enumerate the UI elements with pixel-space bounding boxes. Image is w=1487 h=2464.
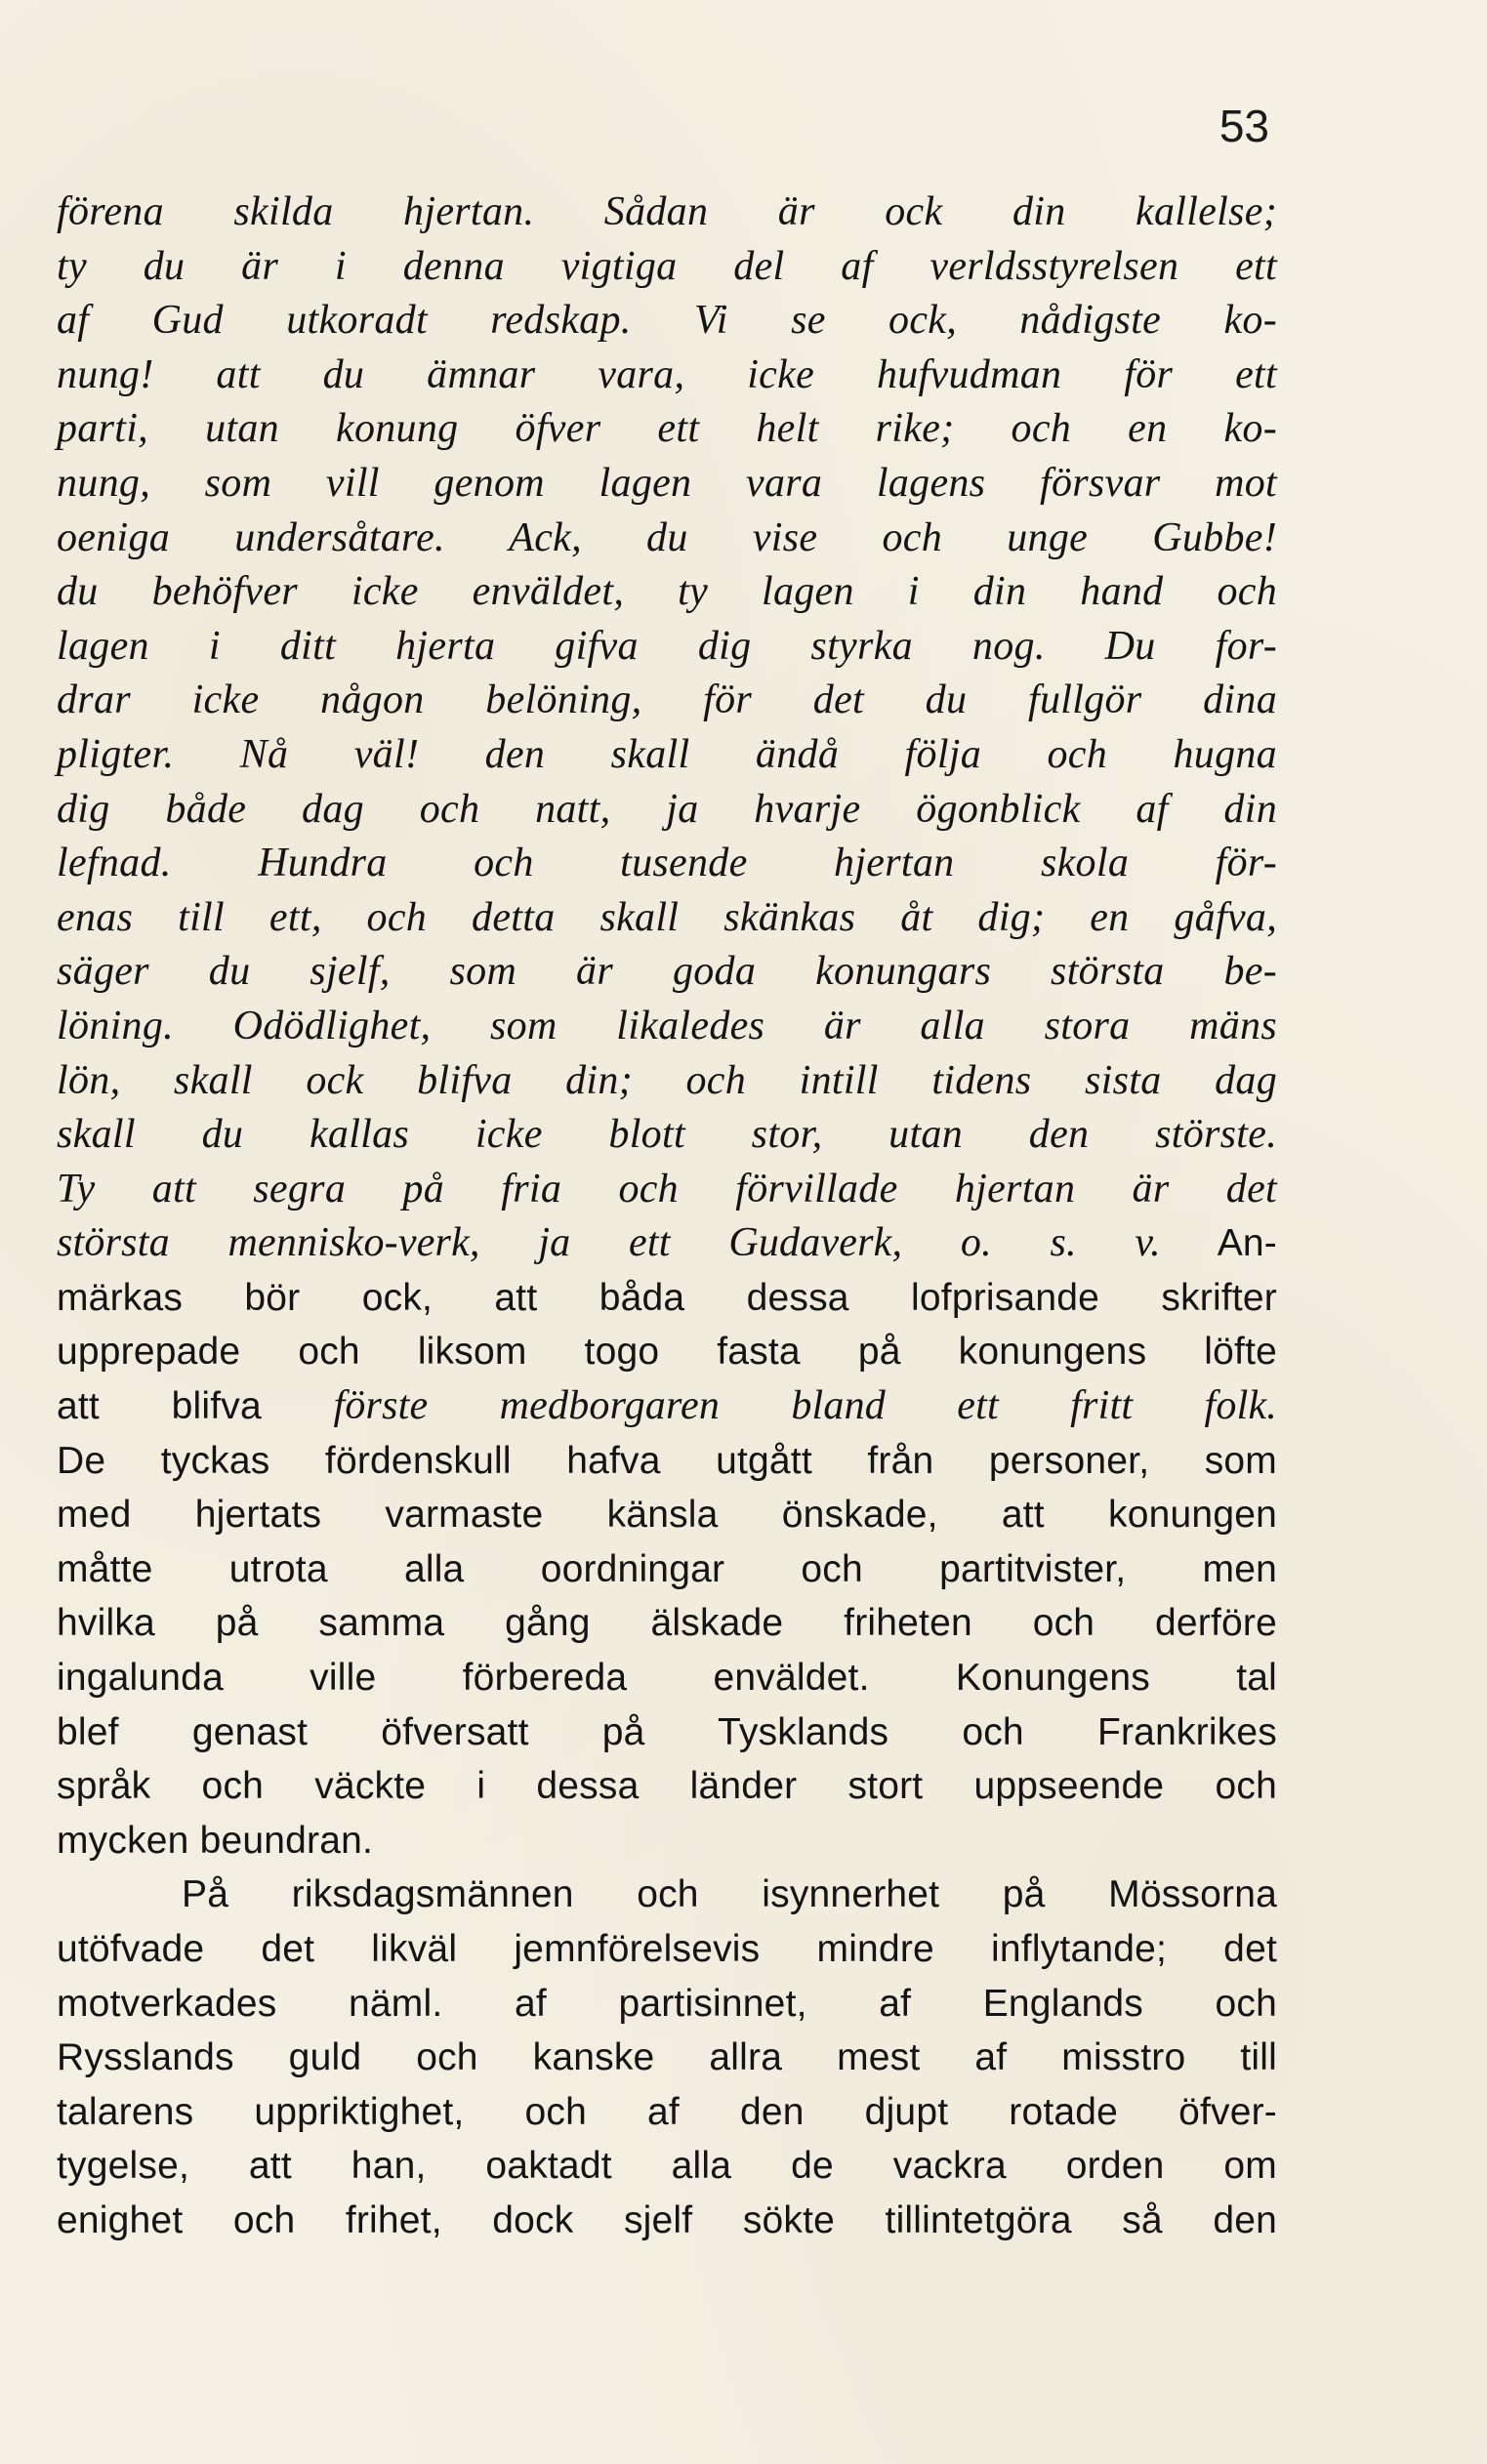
roman-segment: An- bbox=[1217, 1222, 1277, 1265]
text-line: tygelse, att han, oaktadt alla de vackra orden om bbox=[57, 2145, 1277, 2188]
text-line: dig både dag och natt, ja hvarje ögonblick af din bbox=[57, 786, 1277, 832]
text-line: drar icke någon belöning, för det du fullgör dina bbox=[57, 678, 1277, 723]
text-line: af Gud utkoradt redskap. Vi se ock, nådigste ko- bbox=[57, 298, 1277, 344]
text-line: blef genast öfversatt på Tysklands och Frankrikes bbox=[57, 1710, 1277, 1753]
text-line: märkas bör ock, att båda dessa lofprisande skrifter bbox=[57, 1276, 1277, 1319]
text-line: du behöfver icke enväldet, ty lagen i din hand och bbox=[57, 569, 1277, 615]
text-line: motverkades näml. af partisinnet, af Englands och bbox=[57, 1982, 1277, 2025]
text-line: Rysslands guld och kanske allra mest af misstro till bbox=[57, 2036, 1277, 2079]
text-line: På riksdagsmännen och isynnerhet på Mössorna bbox=[182, 1873, 1277, 1916]
text-line: förena skilda hjertan. Sådan är ock din kallelse; bbox=[57, 189, 1277, 234]
text-line: enas till ett, och detta skall skänkas åt dig; en gåfva, bbox=[57, 894, 1277, 940]
text-line: ingalunda ville förbereda enväldet. Konungens tal bbox=[57, 1657, 1277, 1700]
text-line: säger du sjelf, som är goda konungars största be- bbox=[57, 949, 1277, 995]
text-line: oeniga undersåtare. Ack, du vise och unge Gubbe! bbox=[57, 514, 1277, 560]
text-line: mycken beundran. bbox=[57, 1819, 374, 1862]
text-line-mixed bbox=[57, 1379, 1277, 1434]
roman-segment: att blifva bbox=[57, 1385, 262, 1428]
text-line: måtte utrota alla oordningar och partitvister, men bbox=[57, 1547, 1277, 1590]
page-number: 53 bbox=[1219, 101, 1269, 151]
text-line: lön, skall ock blifva din; och intill tidens sista dag bbox=[57, 1057, 1277, 1103]
text-line: nung! att du ämnar vara, icke hufvudman för ett bbox=[57, 351, 1277, 397]
text-line: ty du är i denna vigtiga del af verldsstyrelsen ett bbox=[57, 243, 1277, 289]
italic-segment: förste medborgaren bland ett fritt folk. bbox=[333, 1383, 1277, 1429]
text-line: lagen i ditt hjerta gifva dig styrka nog. Du for- bbox=[57, 623, 1277, 669]
text-line: hvilka på samma gång älskade friheten och derföre bbox=[57, 1602, 1277, 1645]
text-line: upprepade och liksom togo fasta på konungens löfte bbox=[57, 1331, 1277, 1374]
text-line: pligter. Nå väl! den skall ändå följa och hugna bbox=[57, 731, 1277, 777]
text-line-mixed bbox=[57, 1216, 1277, 1271]
text-line: löning. Odödlighet, som likaledes är alla stora mäns bbox=[57, 1003, 1277, 1048]
italic-segment: största mennisko-verk, ja ett Gudaverk, o. s. v. bbox=[57, 1220, 1161, 1266]
text-line: talarens uppriktighet, och af den djupt rotade öfver- bbox=[57, 2090, 1277, 2133]
text-line: De tyckas fördenskull hafva utgått från personer, som bbox=[57, 1439, 1277, 1482]
text-line: parti, utan konung öfver ett helt rike; och en ko- bbox=[57, 406, 1277, 452]
text-line: nung, som vill genom lagen vara lagens försvar mot bbox=[57, 460, 1277, 506]
body-text bbox=[57, 185, 1277, 2248]
text-line: skall du kallas icke blott stor, utan den störste. bbox=[57, 1112, 1277, 1158]
text-line: utöfvade det likväl jemnförelsevis mindre inflytande; det bbox=[57, 1928, 1277, 1970]
text-line: med hjertats varmaste känsla önskade, att konungen bbox=[57, 1494, 1277, 1537]
text-line: enighet och frihet, dock sjelf sökte tillintetgöra så den bbox=[57, 2198, 1277, 2241]
text-line: Ty att segra på fria och förvillade hjertan är det bbox=[57, 1166, 1277, 1211]
text-line: språk och väckte i dessa länder stort uppseende och bbox=[57, 1765, 1277, 1808]
text-line: lefnad. Hundra och tusende hjertan skola för- bbox=[57, 841, 1277, 886]
